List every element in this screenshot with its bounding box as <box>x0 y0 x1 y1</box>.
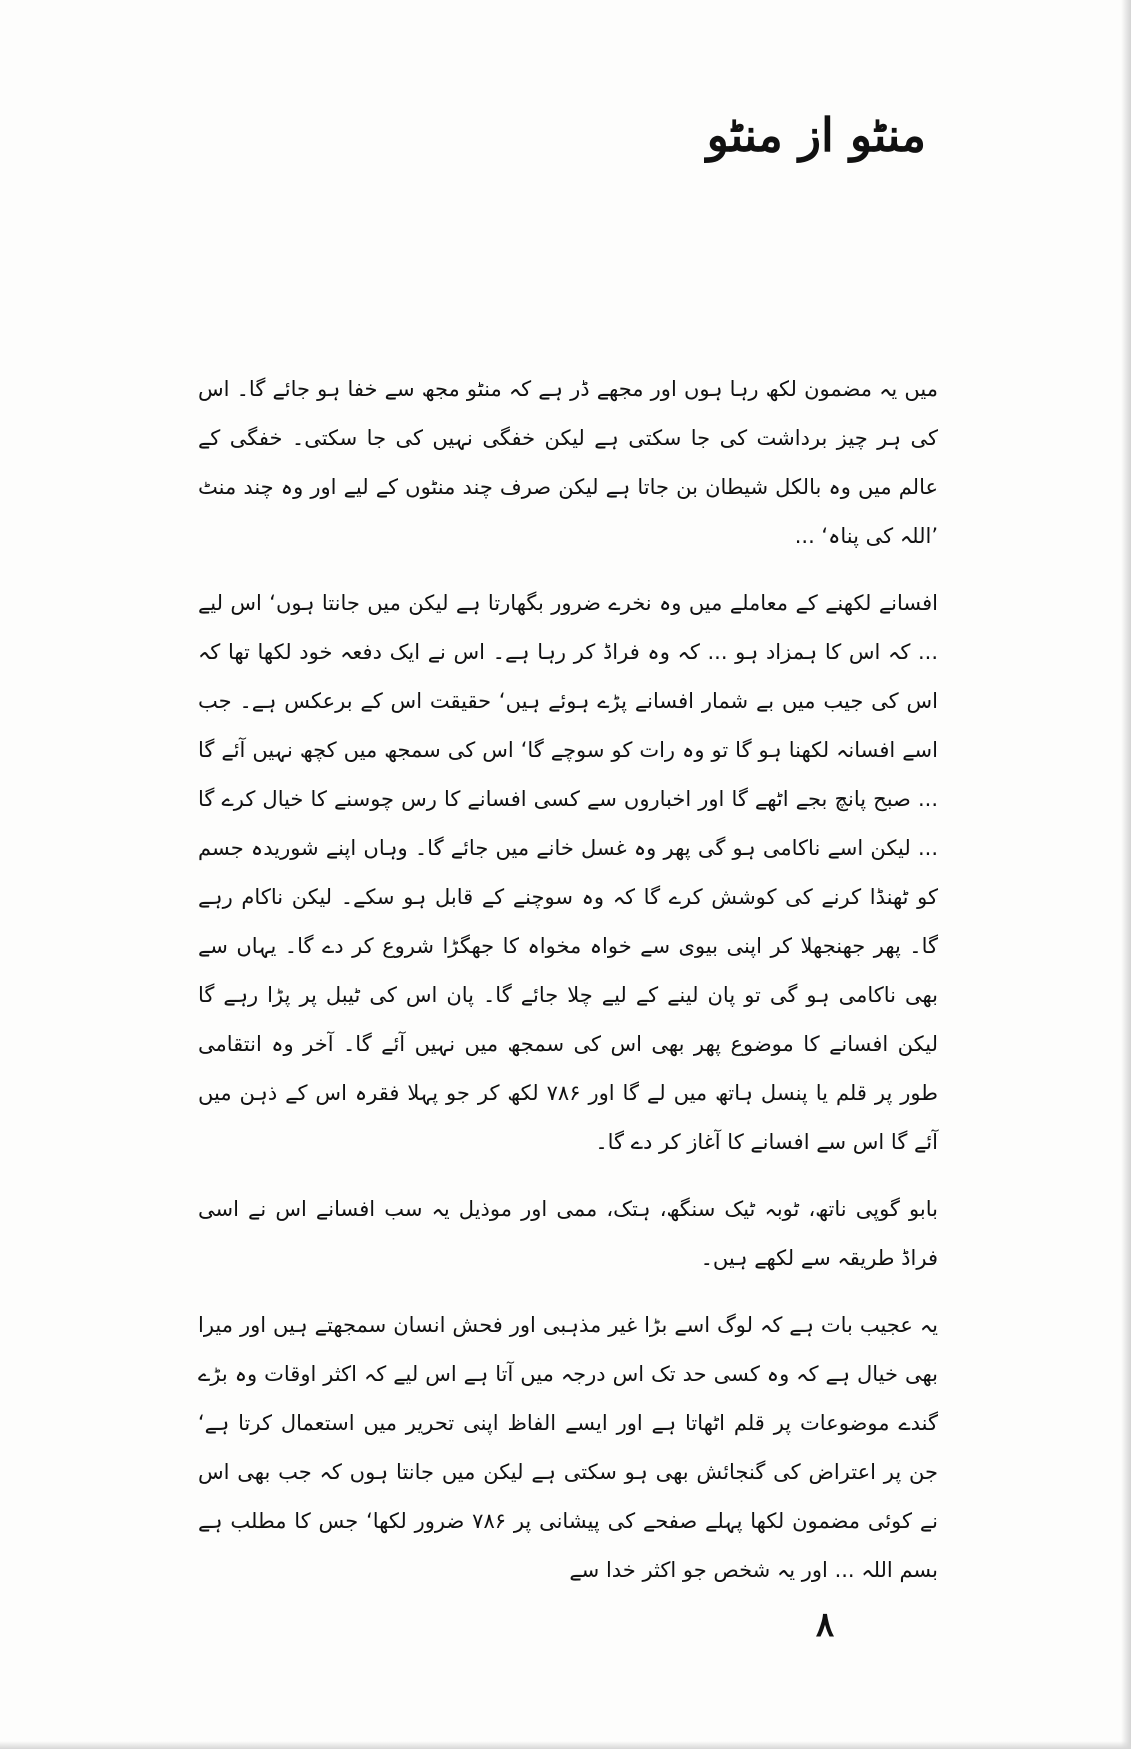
paragraph-4: یہ عجیب بات ہے کہ لوگ اسے بڑا غیر مذہبی اور فحش انسان سمجھتے ہیں اور میرا بھی خیال ہے کہ وہ کسی حد تک اس درجہ میں آتا ہے اس لیے کہ اکثر اوقات وہ بڑے گندے موضوعات پر قلم اٹھاتا ہے اور ایسے الفاظ اپنی تحریر میں استعمال کرتا ہے‘ جن پر اعتراض کی گنجائش بھی ہو سکتی ہے لیکن میں جانتا ہوں کہ جب بھی اس نے کوئی مضمون لکھا پہلے صفحے کی پیشانی پر ۷۸۶ ضرور لکھا‘ جس کا مطلب ہے بسم اللہ ... اور یہ شخص جو اکثر خدا سے <box>198 1313 938 1582</box>
page-bottom-shadow <box>0 1741 1131 1749</box>
page-content <box>198 365 938 1582</box>
paragraph-3: بابو گوپی ناتھ، ٹوبہ ٹیک سنگھ، ہتک، ممی اور موذیل یہ سب افسانے اس نے اسی فراڈ طریقہ سے لکھے ہیں۔ <box>198 1197 938 1270</box>
running-title: منٹو از منٹو <box>706 108 926 162</box>
page-edge-shadow <box>1121 0 1131 1749</box>
paragraph-1: میں یہ مضمون لکھ رہا ہوں اور مجھے ڈر ہے کہ منٹو مجھ سے خفا ہو جائے گا۔ اس کی ہر چیز برداشت کی جا سکتی ہے لیکن خفگی نہیں کی جا سکتی۔ خفگی کے عالم میں وہ بالکل شیطان بن جاتا ہے لیکن صرف چند منٹوں کے لیے اور وہ چند منٹ ’اللہ کی پناہ‘ ... <box>198 377 938 548</box>
page-number: ۸ <box>815 1605 835 1645</box>
paragraph-2: افسانے لکھنے کے معاملے میں وہ نخرے ضرور بگھارتا ہے لیکن میں جانتا ہوں‘ اس لیے ... کہ اس کا ہمزاد ہو ... کہ وہ فراڈ کر رہا ہے۔ اس نے ایک دفعہ خود لکھا تھا کہ اس کی جیب میں بے شمار افسانے پڑے ہوئے ہیں‘ حقیقت اس کے برعکس ہے۔ جب اسے افسانہ لکھنا ہو گا تو وہ رات کو سوچے گا‘ اس کی سمجھ میں کچھ نہیں آئے گا ... صبح پانچ بجے اٹھے گا اور اخباروں سے کسی افسانے کا رس چوسنے کا خیال کرے گا ... لیکن اسے ناکامی ہو گی پھر وہ غسل خانے میں جائے گا۔ وہاں اپنے شوریدہ جسم کو ٹھنڈا کرنے کی کوشش کرے گا کہ وہ سوچنے کے قابل ہو سکے۔ لیکن ناکام رہے گا۔ پھر جھنجھلا کر اپنی بیوی سے خواہ مخواہ کا جھگڑا شروع کر دے گا۔ یہاں سے بھی ناکامی ہو گی تو پان لینے کے لیے چلا جائے گا۔ پان اس کی ٹیبل پر پڑا رہے گا لیکن افسانے کا موضوع پھر بھی اس کی سمجھ میں نہیں آئے گا۔ آخر وہ انتقامی طور پر قلم یا پنسل ہاتھ میں لے گا اور ۷۸۶ لکھ کر جو پہلا فقرہ اس کے ذہن میں آئے گا اس سے افسانے کا آغاز کر دے گا۔ <box>198 591 938 1154</box>
